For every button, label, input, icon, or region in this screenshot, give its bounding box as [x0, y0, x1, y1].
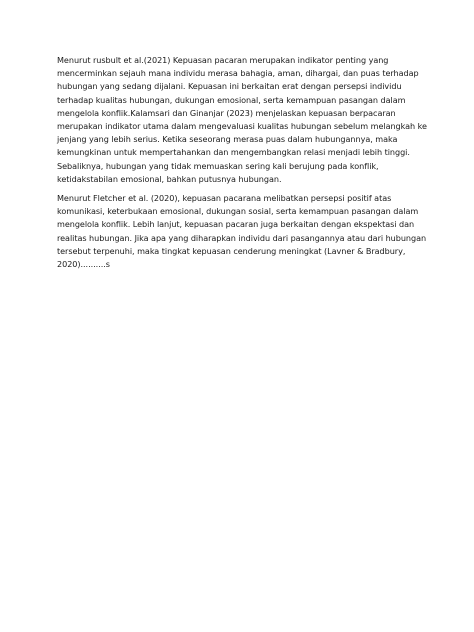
text-line: komunikasi, keterbukaan emosional, dukungan sosial, serta kemampuan pasangan dalam: [57, 206, 419, 217]
paragraph-1: [57, 54, 427, 186]
text-line: tersebut terpenuhi, maka tingkat kepuasan cenderung meningkat (Lavner & Bradbury,: [57, 245, 406, 256]
text-line: Sebaliknya, hubungan yang tidak memuaskan sering kali berujung pada konflik,: [57, 160, 379, 171]
document-body: [57, 54, 427, 277]
text-line: kemungkinan untuk mempertahankan dan mengembangkan relasi menjadi lebih tinggi.: [57, 147, 410, 158]
text-line: merupakan indikator utama dalam mengevaluasi kualitas hubungan sebelum melangkah ke: [57, 121, 427, 132]
text-line: mengelola konflik. Lebih lanjut, kepuasan pacaran juga berkaitan dengan ekspektasi dan: [57, 219, 415, 230]
text-line: jenjang yang lebih serius. Ketika seseorang merasa puas dalam hubungannya, maka: [57, 134, 398, 145]
text-line: Menurut rusbult et al.(2021) Kepuasan pacaran merupakan indikator penting yang: [57, 55, 389, 65]
text-line: mengelola konflik.Kalamsari dan Ginanjar (2023) menjelaskan kepuasan berpacaran: [57, 107, 396, 118]
paragraph-2: [57, 192, 427, 271]
text-line: terhadap kualitas hubungan, dukungan emosional, serta kemampuan pasangan dalam: [57, 94, 406, 105]
text-line: 2020)..........s: [57, 259, 110, 270]
text-line: ketidakstabilan emosional, bahkan putusnya hubungan.: [57, 173, 282, 184]
text-line: realitas hubungan. Jika apa yang diharapkan individu dari pasangannya atau dari hubungan: [57, 232, 427, 243]
text-line: mencerminkan sejauh mana individu merasa bahagia, aman, dihargai, dan puas terhadap: [57, 68, 419, 79]
text-line: Menurut Fletcher et al. (2020), kepuasan pacarana melibatkan persepsi positif atas: [57, 193, 392, 204]
text-line: hubungan yang sedang dijalani. Kepuasan ini berkaitan erat dengan persepsi individu: [57, 81, 402, 92]
